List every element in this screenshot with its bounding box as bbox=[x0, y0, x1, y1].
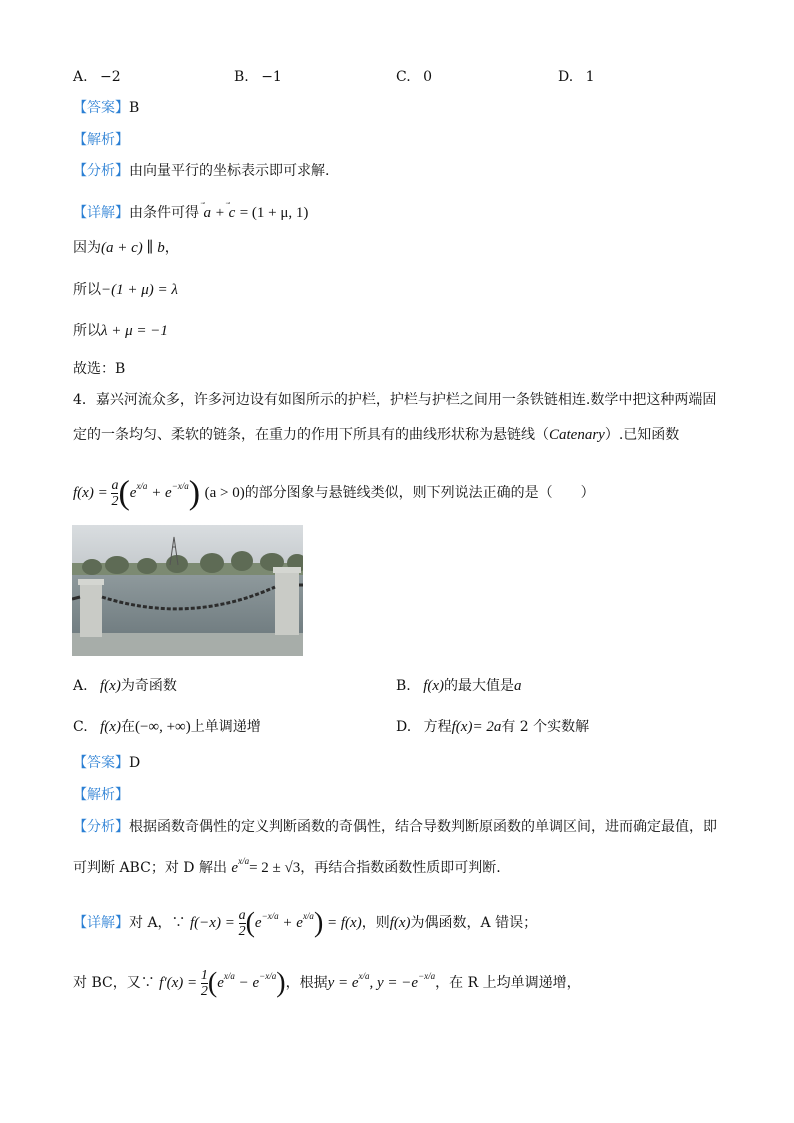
analysis-tag-line bbox=[73, 130, 129, 150]
detail-text: 由条件可得 bbox=[129, 205, 199, 221]
option-label: C. bbox=[396, 69, 411, 85]
option-label: B. bbox=[396, 678, 411, 694]
answer-value: D bbox=[129, 755, 141, 771]
option-c bbox=[396, 67, 432, 87]
option-label: C. bbox=[73, 719, 88, 735]
option-label: D. bbox=[558, 69, 574, 85]
so-text: 所以 bbox=[73, 282, 101, 298]
comma: ， bbox=[164, 240, 179, 256]
vector-sum: a + c bbox=[203, 205, 236, 221]
condition: (a > 0) bbox=[204, 485, 245, 501]
detail-text: ，则 bbox=[361, 915, 390, 931]
exp-expression: $e^{x/a}$ bbox=[231, 856, 250, 876]
detail-tag: 【详解】 bbox=[73, 205, 129, 221]
q4-analysis-tag-line bbox=[73, 785, 129, 805]
option-label: A. bbox=[73, 69, 88, 85]
fx: f(x) bbox=[451, 719, 473, 735]
q4-option-a bbox=[73, 676, 177, 696]
because-line bbox=[73, 238, 179, 258]
equation: = 2 ± √3 bbox=[249, 860, 301, 876]
option-text: 为奇函数 bbox=[120, 678, 177, 694]
fraction: $\frac{a}{2}$ bbox=[111, 478, 119, 510]
option-text: 在 bbox=[120, 719, 135, 735]
option-a bbox=[73, 67, 121, 87]
fenxi-line bbox=[73, 161, 329, 181]
railing-chain-photo bbox=[72, 525, 303, 656]
fenxi-text: 根据函数奇偶性的定义判断函数的奇偶性，结合导数判断原函数的单调区间，进而确定最值，即 bbox=[129, 819, 717, 835]
fenxi-tag: 【分析】 bbox=[73, 163, 129, 179]
option-b bbox=[234, 67, 282, 87]
option-value: 1 bbox=[585, 69, 595, 85]
option-label: B. bbox=[234, 69, 249, 85]
function-definition: f(x) = $\frac{a}{2}$ $(e^{x/a} + e^{-x/a})$ bbox=[73, 474, 201, 512]
q4-fenxi-line-1 bbox=[73, 817, 717, 837]
even-function-expr: f(−x) = $\frac{a}{2}$ $(e^{-x/a} + e^{x/a}) = f(x)$ bbox=[190, 907, 362, 940]
option-d bbox=[558, 67, 595, 87]
stem-text: 4．嘉兴河流众多，许多河边设有如图所示的护栏，护栏与护栏之间用一条铁链相连.数学中把这种两端固 bbox=[73, 392, 717, 408]
answer-tag: 【答案】 bbox=[73, 755, 129, 771]
stem-text: 定的一条均匀、柔软的链条，在重力的作用下所具有的曲线形状称为悬链线（ bbox=[73, 427, 549, 443]
q4-answer-line bbox=[73, 753, 140, 773]
option-text: 方程 bbox=[423, 719, 452, 735]
railing-photo-illustration bbox=[72, 525, 303, 656]
detail-line bbox=[73, 196, 308, 223]
fx: f(x) bbox=[389, 915, 411, 931]
exp-functions: $y = e^{x/a}$, $y = -e^{-x/a}$ bbox=[327, 971, 436, 991]
detail-text: ，在 R 上均单调递增， bbox=[435, 975, 581, 991]
fraction: $\frac{1}{2}$ bbox=[200, 968, 208, 1000]
q4-option-c bbox=[73, 717, 261, 737]
equation: = 2a bbox=[472, 719, 502, 735]
answer-value: B bbox=[129, 100, 140, 116]
answer-line bbox=[73, 98, 139, 118]
choice-text: 故选：B bbox=[73, 361, 126, 377]
choice-line bbox=[73, 359, 125, 379]
detail-text: 为偶函数，A 错误； bbox=[410, 915, 538, 931]
q4-option-d bbox=[396, 717, 589, 737]
so-equation: −(1 + μ) = λ bbox=[101, 282, 178, 298]
detail-tag: 【详解】 bbox=[73, 915, 129, 931]
q4-stem-line-1 bbox=[73, 390, 716, 410]
parallel-expr: (a + c) ∥ b bbox=[101, 240, 165, 256]
var-a: a bbox=[514, 678, 522, 694]
detail-text: 对 A，∵ bbox=[129, 915, 186, 931]
q4-stem-line-2 bbox=[73, 425, 679, 445]
so-text: 所以 bbox=[73, 323, 101, 339]
option-text: 上单调递增 bbox=[190, 719, 261, 735]
stem-text: ）.已知函数 bbox=[604, 427, 680, 443]
q4-detail-a-line bbox=[73, 898, 537, 941]
fx: f(x) bbox=[423, 678, 445, 694]
so-equation: λ + μ = −1 bbox=[101, 323, 168, 339]
q4-detail-bc-line bbox=[73, 958, 581, 1001]
fraction: $\frac{a}{2}$ bbox=[238, 908, 246, 940]
option-value: −1 bbox=[261, 69, 282, 85]
analysis-tag: 【解析】 bbox=[73, 132, 129, 148]
fenxi-text: 可判断 ABC；对 D 解出 bbox=[73, 860, 227, 876]
option-value: 0 bbox=[423, 69, 433, 85]
q4-option-b bbox=[396, 676, 522, 696]
detail-text: ，根据 bbox=[285, 975, 328, 991]
option-label: D. bbox=[396, 719, 412, 735]
interval: (−∞, +∞) bbox=[134, 719, 191, 735]
option-text: 有 2 个实数解 bbox=[501, 719, 590, 735]
option-label: A. bbox=[73, 678, 88, 694]
so-line-2 bbox=[73, 321, 168, 341]
fenxi-tag: 【分析】 bbox=[73, 819, 129, 835]
q4-fenxi-line-2 bbox=[73, 851, 501, 878]
option-value: −2 bbox=[100, 69, 121, 85]
stem-text: 的部分图象与悬链线类似，则下列说法正确的是（ ） bbox=[244, 485, 595, 501]
so-line-1 bbox=[73, 280, 178, 300]
derivative-expr: f′(x) = $\frac{1}{2}$ $(e^{x/a} - e^{-x/a})$ bbox=[159, 967, 286, 1000]
detail-text: 对 BC，又∵ bbox=[73, 975, 155, 991]
catenary-word: Catenary bbox=[549, 427, 605, 443]
fenxi-text: 由向量平行的坐标表示即可求解. bbox=[129, 163, 330, 179]
fx: f(x) bbox=[100, 678, 121, 694]
because-text: 因为 bbox=[73, 240, 101, 256]
analysis-tag: 【解析】 bbox=[73, 787, 129, 803]
detail-equation: = (1 + μ, 1) bbox=[239, 205, 309, 221]
option-text: 的最大值是 bbox=[444, 678, 515, 694]
q4-stem-line-3 bbox=[73, 468, 595, 511]
fx: f(x) bbox=[100, 719, 121, 735]
answer-tag: 【答案】 bbox=[73, 100, 129, 116]
fenxi-text: ，再结合指数函数性质即可判断. bbox=[300, 860, 501, 876]
